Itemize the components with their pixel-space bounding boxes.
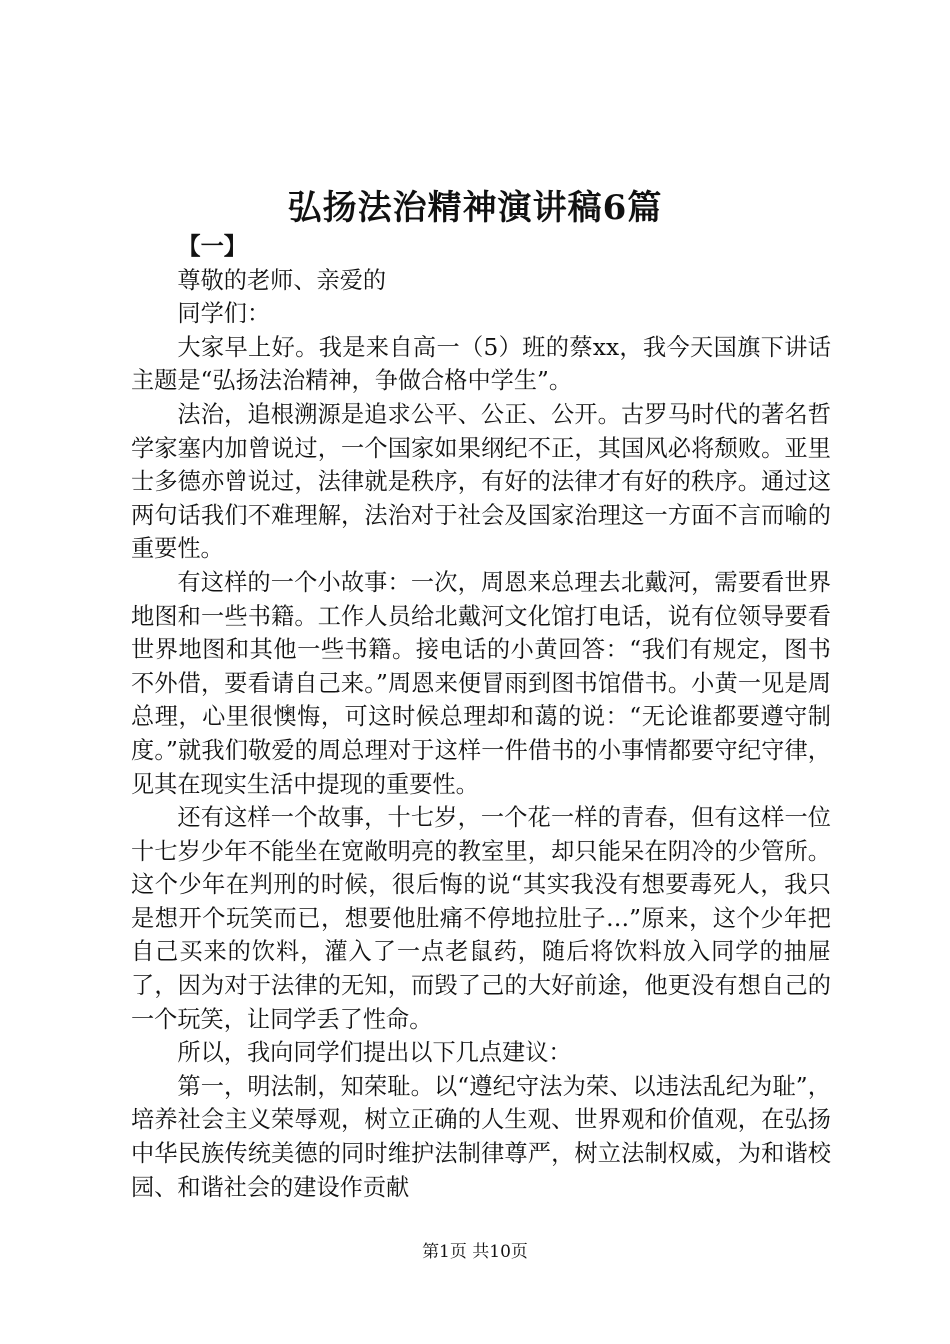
- document-body: [131, 230, 831, 1204]
- paragraph-rule-of-law: 法治，追根溯源是追求公平、公正、公开。古罗马时代的著名哲学家塞内加曾说过，一个国家如果纲纪不正，其国风必将颓败。亚里士多德亦曾说过，法律就是秩序，有好的法律才有好的秩序。通过这两句话我们不难理解，法治对于社会及国家治理这一方面不言而喻的重要性。: [131, 400, 831, 563]
- document-title: 弘扬法治精神演讲稿6篇: [287, 188, 663, 228]
- section-heading: 【一】: [177, 233, 247, 260]
- paragraph-story-zhou: 有这样的一个小故事：一次，周恩来总理去北戴河，需要看世界地图和一些书籍。工作人员给北戴河文化馆打电话，说有位领导要看世界地图和其他一些书籍。接电话的小黄回答：“我们有规定，图书不外借，要看请自己来。”周恩来便冒雨到图书馆借书。小黄一见是周总理，心里很懊悔，可这时候总理却和蔼的说：“无论谁都要遵守制度。”就我们敬爱的周总理对于这样一件借书的小事情都要守纪守律，见其在现实生活中提现的重要性。: [131, 568, 831, 798]
- greeting-line-1: 尊敬的老师、亲爱的: [177, 266, 387, 294]
- greeting-line-2: 同学们：: [177, 300, 271, 328]
- paragraph-story-teen: 还有这样一个故事，十七岁，一个花一样的青春，但有这样一位十七岁少年不能坐在宽敞明亮的教室里，却只能呆在阴冷的少管所。这个少年在判刑的时候，很后悔的说“其实我没有想要毒死人，我只是想开个玩笑而已，想要他肚痛不停地拉肚子…”原来，这个少年把自己买来的饮料，灌入了一点老鼠药，随后将饮料放入同学的抽屉了，因为对于法律的无知，而毁了己的大好前途，他更没有想自己的一个玩笑，让同学丢了性命。: [131, 804, 831, 1033]
- page-footer: 第1页 共10页: [422, 1242, 528, 1262]
- paragraph-intro: 大家早上好。我是来自高一（5）班的蔡xx，我今天国旗下讲话主题是“弘扬法治精神，争做合格中学生”。: [131, 333, 831, 395]
- paragraph-suggestions-intro: 所以，我向同学们提出以下几点建议：: [177, 1039, 572, 1067]
- paragraph-suggestion-1: 第一，明法制，知荣耻。以“遵纪守法为荣、以违法乱纪为耻”，培养社会主义荣辱观，树立正确的人生观、世界观和价值观，在弘扬中华民族传统美德的同时维护法制律尊严，树立法制权威，为和谐校园、和谐社会的建设作贡献: [131, 1072, 831, 1201]
